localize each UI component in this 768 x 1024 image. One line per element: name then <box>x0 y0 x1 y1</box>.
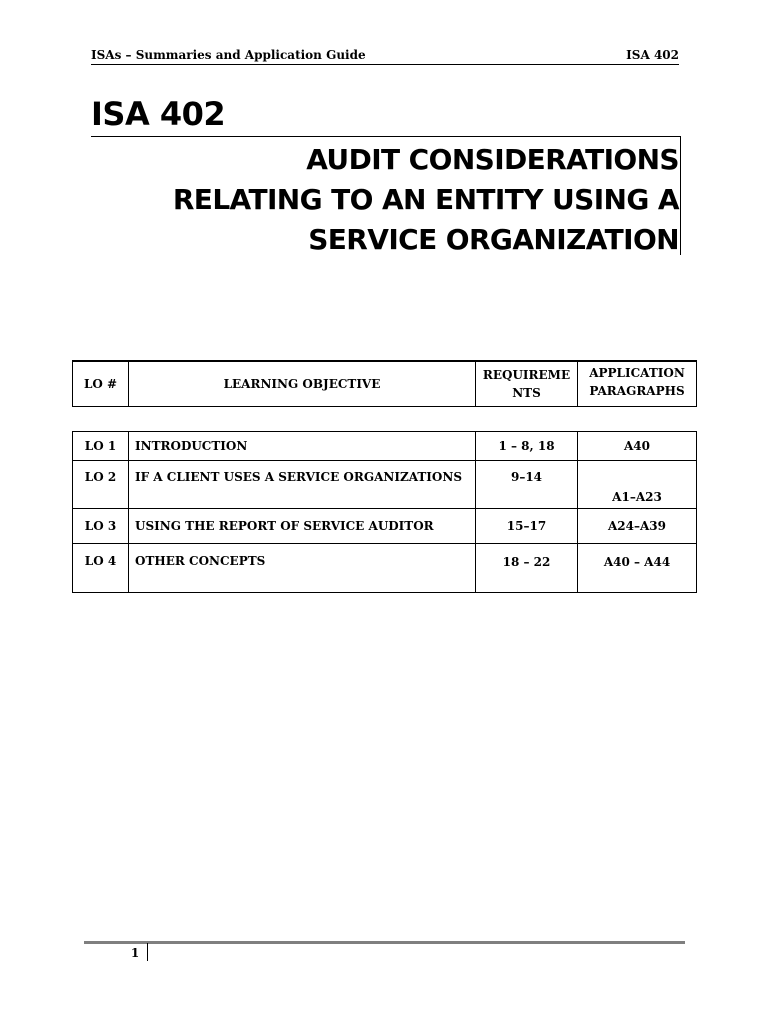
column-header-application <box>578 361 697 407</box>
column-header-requirements-line: REQUIREME <box>482 368 571 382</box>
title-vertical-rule <box>680 137 681 255</box>
header-standard-code: ISA 402 <box>626 48 679 62</box>
cell-application: A40 – A44 <box>578 544 697 593</box>
document-title-line: RELATING TO AN ENTITY USING A <box>172 183 679 216</box>
cell-objective: INTRODUCTION <box>129 432 476 461</box>
document-title-line: SERVICE ORGANIZATION <box>308 223 679 256</box>
cell-lo: LO 3 <box>73 509 129 544</box>
column-header-requirements-line: NTS <box>512 386 541 400</box>
cell-application: A24–A39 <box>578 509 697 544</box>
cell-lo: LO 4 <box>73 544 129 593</box>
column-header-requirements <box>476 361 578 407</box>
cell-requirements: 15–17 <box>476 509 578 544</box>
table-row <box>73 432 697 461</box>
cell-lo: LO 1 <box>73 432 129 461</box>
cell-application: A1–A23 <box>578 461 697 509</box>
running-header <box>91 46 679 65</box>
cell-requirements: 1 – 8, 18 <box>476 432 578 461</box>
page-number-divider <box>147 943 148 961</box>
table-header-row <box>73 361 697 407</box>
learning-objectives-table <box>72 431 697 593</box>
document-title-line: AUDIT CONSIDERATIONS <box>306 143 679 176</box>
footer-rule <box>84 941 685 944</box>
table-row <box>73 509 697 544</box>
column-header-application-line: PARAGRAPHS <box>589 384 685 398</box>
cell-requirements: 9–14 <box>476 461 578 509</box>
cell-requirements: 18 – 22 <box>476 544 578 593</box>
document-title <box>100 140 679 260</box>
table-row <box>73 461 697 509</box>
cell-objective: USING THE REPORT OF SERVICE AUDITOR <box>129 509 476 544</box>
learning-objectives-header-table <box>72 360 697 407</box>
title-rule <box>91 136 681 137</box>
table-row <box>73 544 697 593</box>
document-code: ISA 402 <box>91 95 226 133</box>
page-number: 1 <box>130 946 140 960</box>
column-header-application-line: APPLICATION <box>589 366 685 380</box>
cell-objective: OTHER CONCEPTS <box>129 544 476 593</box>
column-header-objective: LEARNING OBJECTIVE <box>129 361 476 407</box>
cell-objective: IF A CLIENT USES A SERVICE ORGANIZATIONS <box>129 461 476 509</box>
cell-lo: LO 2 <box>73 461 129 509</box>
cell-application: A40 <box>578 432 697 461</box>
header-guide-title: ISAs – Summaries and Application Guide <box>91 48 366 62</box>
column-header-lo: LO # <box>73 361 129 407</box>
